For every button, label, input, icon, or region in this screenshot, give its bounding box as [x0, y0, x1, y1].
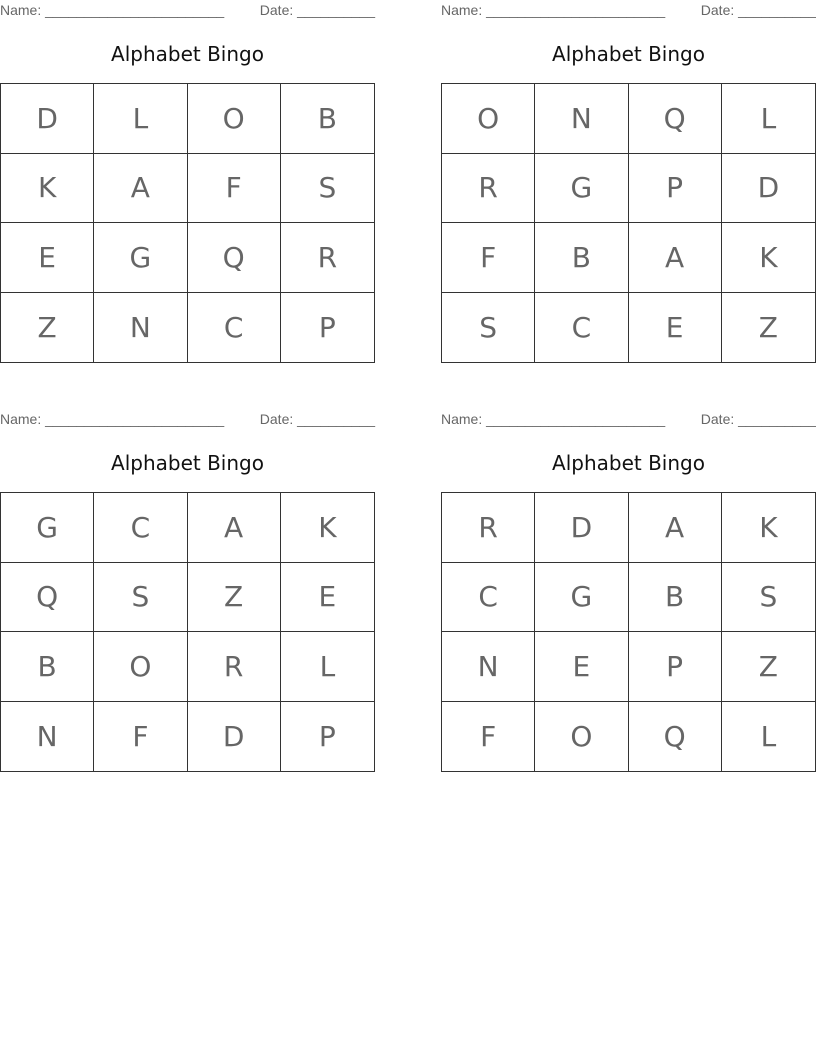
bingo-card-2 — [441, 0, 816, 365]
bingo-cell: O — [94, 632, 187, 702]
bingo-cell: A — [94, 154, 187, 224]
card-title: Alphabet Bingo — [552, 42, 705, 66]
bingo-cell: F — [94, 702, 187, 772]
bingo-cell: Z — [188, 563, 281, 633]
bingo-cell: Z — [1, 293, 94, 363]
bingo-grid — [0, 492, 375, 772]
bingo-cell: G — [535, 563, 628, 633]
name-field-label: Name: _______________________ — [441, 411, 666, 427]
bingo-cell: C — [94, 493, 187, 563]
bingo-cell: N — [94, 293, 187, 363]
name-field-label: Name: _______________________ — [441, 2, 666, 18]
bingo-cell: L — [94, 84, 187, 154]
bingo-cell: S — [442, 293, 535, 363]
bingo-cell: L — [722, 84, 815, 154]
bingo-cell: D — [188, 702, 281, 772]
bingo-cell: P — [629, 632, 722, 702]
bingo-cell: S — [281, 154, 374, 224]
bingo-card-1 — [0, 0, 375, 365]
bingo-cell: A — [188, 493, 281, 563]
date-field-label: Date: __________ — [700, 411, 816, 427]
bingo-cell: R — [281, 223, 374, 293]
card-title: Alphabet Bingo — [111, 451, 264, 475]
bingo-cell: A — [629, 223, 722, 293]
bingo-cell: G — [1, 493, 94, 563]
bingo-cell: F — [442, 702, 535, 772]
bingo-card-3 — [0, 409, 375, 774]
bingo-cell: B — [629, 563, 722, 633]
date-field-label: Date: __________ — [700, 2, 816, 18]
bingo-cell: R — [442, 493, 535, 563]
bingo-cell: D — [722, 154, 815, 224]
bingo-cell: K — [722, 493, 815, 563]
bingo-cell: G — [535, 154, 628, 224]
card-title: Alphabet Bingo — [111, 42, 264, 66]
bingo-cell: Q — [629, 84, 722, 154]
bingo-grid — [441, 83, 816, 363]
bingo-cell: P — [318, 310, 336, 344]
bingo-cell: Z — [758, 310, 778, 344]
name-field-label: Name: _______________________ — [0, 411, 225, 427]
date-field-label: Date: __________ — [259, 411, 375, 427]
bingo-cell: D — [1, 84, 94, 154]
bingo-cell: B — [1, 632, 94, 702]
bingo-cell: N — [1, 702, 94, 772]
bingo-cell: F — [442, 223, 535, 293]
bingo-cell: C — [535, 293, 628, 363]
bingo-cell: F — [188, 154, 281, 224]
bingo-cell: B — [281, 84, 374, 154]
bingo-cell: Z — [722, 632, 815, 702]
date-field-label: Date: __________ — [259, 2, 375, 18]
bingo-card-4 — [441, 409, 816, 774]
bingo-cell: E — [1, 223, 94, 293]
bingo-cell: C — [442, 563, 535, 633]
bingo-cell: B — [535, 223, 628, 293]
name-field-label: Name: _______________________ — [0, 2, 225, 18]
bingo-cell: E — [281, 563, 374, 633]
bingo-cell: E — [629, 293, 722, 363]
bingo-cell: N — [535, 84, 628, 154]
card-title: Alphabet Bingo — [552, 451, 705, 475]
bingo-cell: O — [442, 84, 535, 154]
bingo-cell: L — [281, 632, 374, 702]
bingo-cell: N — [442, 632, 535, 702]
bingo-cell: K — [1, 154, 94, 224]
bingo-cell: R — [442, 154, 535, 224]
bingo-cell: E — [535, 632, 628, 702]
bingo-cell: Q — [188, 223, 281, 293]
bingo-cell: S — [94, 563, 187, 633]
bingo-cell: C — [188, 293, 281, 363]
bingo-cell: Q — [1, 563, 94, 633]
bingo-cell: O — [188, 84, 281, 154]
bingo-cell: R — [188, 632, 281, 702]
bingo-cell: G — [94, 223, 187, 293]
bingo-cell: K — [722, 223, 815, 293]
bingo-grid — [0, 83, 375, 363]
bingo-cell: D — [535, 493, 628, 563]
bingo-cell: O — [535, 702, 628, 772]
bingo-cell: S — [722, 563, 815, 633]
bingo-cell: Q — [629, 702, 722, 772]
bingo-grid — [441, 492, 816, 772]
bingo-cell: L — [760, 719, 777, 753]
bingo-cell: A — [629, 493, 722, 563]
bingo-cell: P — [629, 154, 722, 224]
bingo-cell: P — [318, 719, 336, 753]
bingo-cell: K — [281, 493, 374, 563]
